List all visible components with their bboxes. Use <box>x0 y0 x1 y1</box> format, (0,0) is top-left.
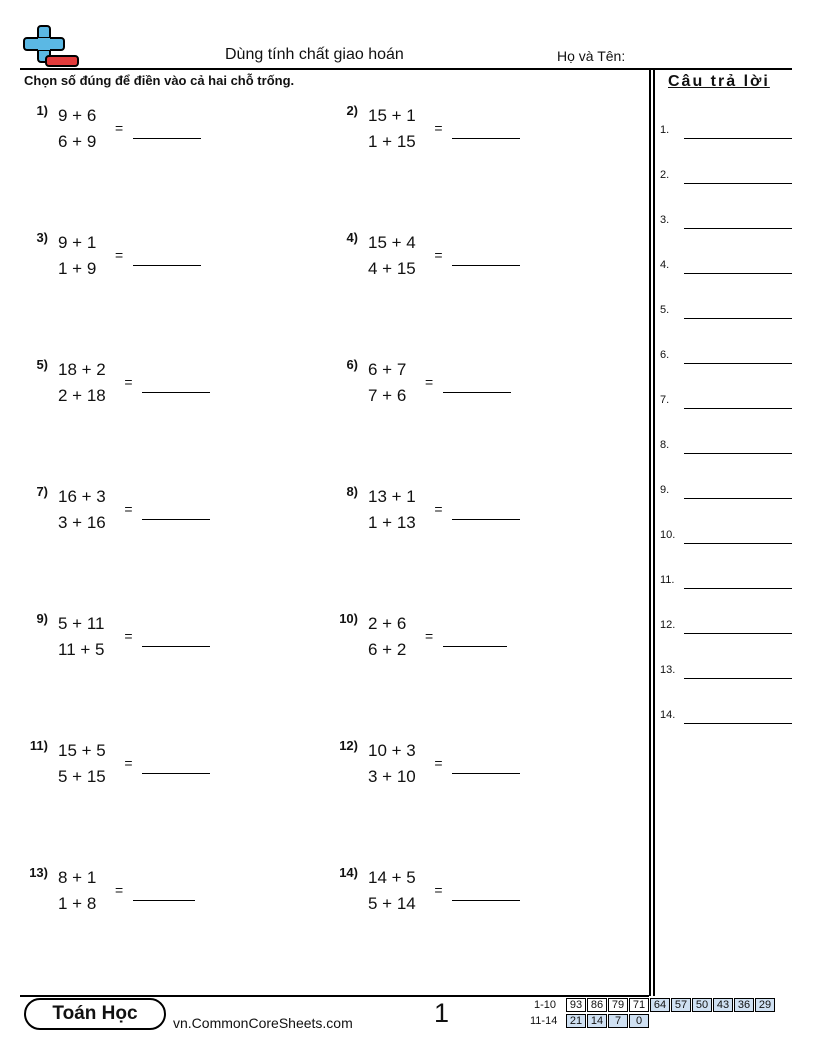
expression-top: 16 + 3 <box>58 487 106 506</box>
expression-top: 6 + 7 <box>368 360 407 379</box>
problem <box>24 738 324 798</box>
problem-number: 13) <box>29 865 48 880</box>
answer-blank[interactable] <box>684 453 792 454</box>
brand-badge: Toán Học <box>24 998 166 1030</box>
expression-bottom: 1 + 13 <box>368 513 416 532</box>
answer-row <box>660 392 792 412</box>
expression-bottom: 3 + 16 <box>58 513 106 532</box>
expression-top: 9 + 1 <box>58 233 97 252</box>
expression-bottom: 6 + 9 <box>58 132 97 151</box>
expression-top: 8 + 1 <box>58 868 97 887</box>
answer-row <box>660 437 792 457</box>
expression-bottom: 4 + 15 <box>368 259 416 278</box>
expression-bottom: 5 + 15 <box>58 767 106 786</box>
problem-number: 7) <box>36 484 48 499</box>
answer-row <box>660 257 792 277</box>
score-cell: 93 <box>566 998 586 1012</box>
expression-top: 18 + 2 <box>58 360 106 379</box>
problem-number: 6) <box>346 357 358 372</box>
score-cell: 29 <box>755 998 775 1012</box>
equals-sign: = <box>434 755 443 771</box>
answer-number: 4. <box>660 259 670 271</box>
score-cell: 36 <box>734 998 754 1012</box>
column-divider <box>653 70 655 996</box>
answer-blank[interactable] <box>452 773 520 774</box>
score-row-label: 11-14 <box>530 1015 558 1027</box>
expression-bottom: 2 + 18 <box>58 386 106 405</box>
plus-minus-logo-icon <box>22 24 80 68</box>
answer-blank[interactable] <box>684 228 792 229</box>
answer-blank[interactable] <box>133 138 201 139</box>
answer-blank[interactable] <box>684 408 792 409</box>
column-divider <box>649 70 651 996</box>
answer-number: 5. <box>660 304 670 316</box>
answer-blank[interactable] <box>443 392 511 393</box>
answer-blank[interactable] <box>142 773 210 774</box>
answer-row <box>660 347 792 367</box>
problem-number: 2) <box>346 103 358 118</box>
answer-blank[interactable] <box>133 900 195 901</box>
problem-number: 12) <box>339 738 358 753</box>
answer-number: 10. <box>660 529 676 541</box>
answer-row <box>660 572 792 592</box>
expression-top: 2 + 6 <box>368 614 407 633</box>
answer-blank[interactable] <box>142 519 210 520</box>
answer-blank[interactable] <box>684 498 792 499</box>
problem <box>334 484 634 544</box>
expression-bottom: 1 + 8 <box>58 894 97 913</box>
equals-sign: = <box>434 882 443 898</box>
answer-number: 12. <box>660 619 676 631</box>
expression-bottom: 1 + 9 <box>58 259 97 278</box>
equals-sign: = <box>425 374 434 390</box>
score-cell: 71 <box>629 998 649 1012</box>
equals-sign: = <box>425 628 434 644</box>
problem-number: 4) <box>346 230 358 245</box>
answer-blank[interactable] <box>133 265 201 266</box>
answer-row <box>660 122 792 142</box>
answer-number: 1. <box>660 124 670 136</box>
answer-number: 7. <box>660 394 670 406</box>
answer-number: 13. <box>660 664 676 676</box>
equals-sign: = <box>124 374 133 390</box>
answer-blank[interactable] <box>142 646 210 647</box>
footer-divider <box>20 995 649 997</box>
problem <box>24 103 324 163</box>
expression-top: 13 + 1 <box>368 487 416 506</box>
answer-blank[interactable] <box>452 138 520 139</box>
problem-number: 1) <box>36 103 48 118</box>
answer-row <box>660 617 792 637</box>
equals-sign: = <box>115 882 124 898</box>
problem <box>24 865 324 925</box>
expression-top: 15 + 1 <box>368 106 416 125</box>
expression-bottom: 3 + 10 <box>368 767 416 786</box>
equals-sign: = <box>124 501 133 517</box>
problem <box>334 103 634 163</box>
answer-blank[interactable] <box>684 363 792 364</box>
answer-blank[interactable] <box>684 318 792 319</box>
score-cell: 57 <box>671 998 691 1012</box>
problem <box>334 357 634 417</box>
problem-number: 11) <box>29 738 48 753</box>
problem <box>334 738 634 798</box>
answer-row <box>660 212 792 232</box>
answer-blank[interactable] <box>684 138 792 139</box>
expression-top: 5 + 11 <box>58 614 105 633</box>
equals-sign: = <box>434 501 443 517</box>
problem <box>334 230 634 290</box>
problem-number: 14) <box>339 865 358 880</box>
site-url[interactable]: vn.CommonCoreSheets.com <box>173 1015 353 1031</box>
answer-blank[interactable] <box>684 183 792 184</box>
score-cell: 0 <box>629 1014 649 1028</box>
problem-number: 9) <box>36 611 48 626</box>
equals-sign: = <box>124 755 133 771</box>
expression-top: 9 + 6 <box>58 106 97 125</box>
problem <box>334 865 634 925</box>
problem <box>24 484 324 544</box>
answer-number: 2. <box>660 169 670 181</box>
score-cell: 64 <box>650 998 670 1012</box>
score-cell: 14 <box>587 1014 607 1028</box>
answer-row <box>660 662 792 682</box>
problem-number: 5) <box>36 357 48 372</box>
problem <box>24 357 324 417</box>
answer-number: 11. <box>660 574 675 586</box>
answer-row <box>660 302 792 322</box>
page-number: 1 <box>434 998 450 1028</box>
expression-bottom: 1 + 15 <box>368 132 416 151</box>
score-row-label: 1-10 <box>534 999 557 1011</box>
name-label: Họ và Tên: <box>557 48 626 64</box>
answer-row <box>660 527 792 547</box>
equals-sign: = <box>434 247 443 263</box>
expression-top: 15 + 4 <box>368 233 416 252</box>
answer-blank[interactable] <box>684 633 792 634</box>
answer-number: 14. <box>660 709 676 721</box>
score-cell: 21 <box>566 1014 586 1028</box>
problem-number: 3) <box>36 230 48 245</box>
answer-number: 9. <box>660 484 670 496</box>
answer-blank[interactable] <box>684 678 792 679</box>
problem-number: 8) <box>346 484 358 499</box>
expression-top: 15 + 5 <box>58 741 106 760</box>
answer-blank[interactable] <box>684 588 792 589</box>
equals-sign: = <box>434 120 443 136</box>
score-cell: 50 <box>692 998 712 1012</box>
expression-bottom: 7 + 6 <box>368 386 407 405</box>
header-divider <box>20 68 792 70</box>
expression-top: 10 + 3 <box>368 741 416 760</box>
answer-number: 6. <box>660 349 670 361</box>
equals-sign: = <box>115 247 124 263</box>
instructions: Chọn số đúng để điền vào cả hai chỗ trống. <box>24 73 295 88</box>
answer-key-title: Câu trả lời <box>668 73 770 90</box>
problem <box>24 230 324 290</box>
answer-blank[interactable] <box>443 646 507 647</box>
answer-row <box>660 167 792 187</box>
answer-number: 3. <box>660 214 670 226</box>
equals-sign: = <box>124 628 133 644</box>
answer-blank[interactable] <box>452 519 520 520</box>
score-cell: 43 <box>713 998 733 1012</box>
answer-blank[interactable] <box>142 392 210 393</box>
expression-top: 14 + 5 <box>368 868 416 887</box>
problem <box>24 611 324 671</box>
answer-row <box>660 707 792 727</box>
expression-bottom: 6 + 2 <box>368 640 407 659</box>
equals-sign: = <box>115 120 124 136</box>
score-cell: 7 <box>608 1014 628 1028</box>
score-cell: 79 <box>608 998 628 1012</box>
score-cell: 86 <box>587 998 607 1012</box>
problem <box>334 611 634 671</box>
worksheet-title: Dùng tính chất giao hoán <box>225 46 404 63</box>
expression-bottom: 5 + 14 <box>368 894 416 913</box>
answer-blank[interactable] <box>684 273 792 274</box>
expression-bottom: 11 + 5 <box>58 640 105 659</box>
answer-blank[interactable] <box>684 543 792 544</box>
answer-blank[interactable] <box>452 265 520 266</box>
answer-row <box>660 482 792 502</box>
answer-number: 8. <box>660 439 670 451</box>
answer-blank[interactable] <box>684 723 792 724</box>
answer-blank[interactable] <box>452 900 520 901</box>
problem-number: 10) <box>339 611 358 626</box>
